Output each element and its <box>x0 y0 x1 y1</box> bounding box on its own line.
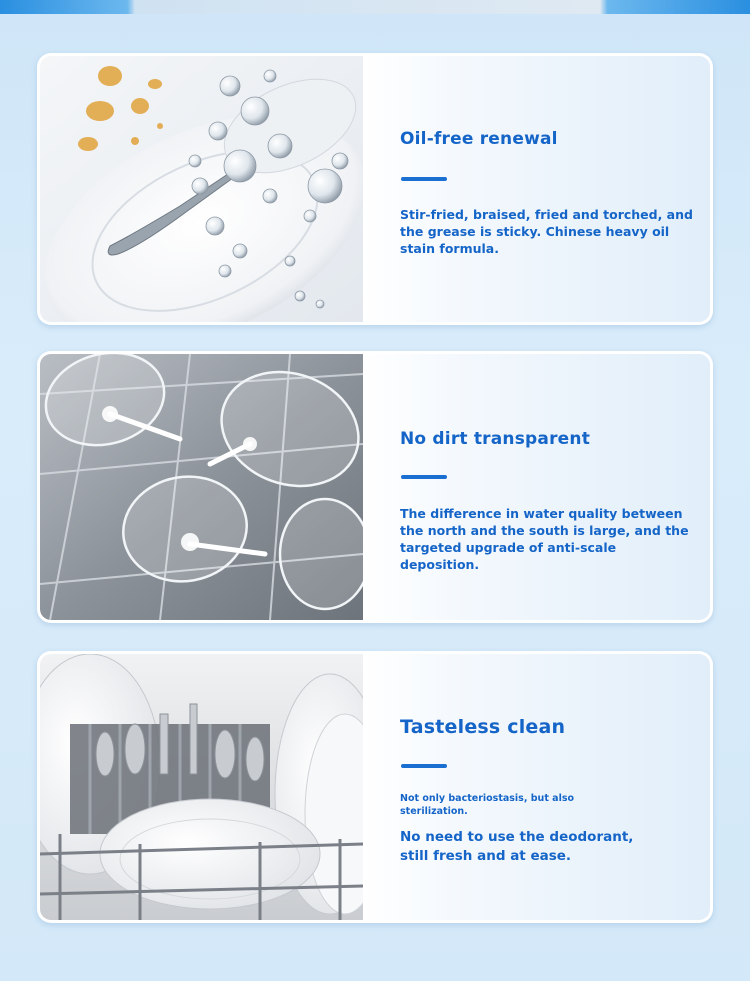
feature-card-no-dirt <box>37 351 713 623</box>
plate-splash-illustration <box>40 56 363 322</box>
feature-card-tasteless <box>37 651 713 923</box>
dishwasher-basket-photo <box>40 654 363 920</box>
title-divider <box>401 475 447 479</box>
feature-description: The difference in water quality between the north and the south is large, and the targeted upgrade of anti-scale deposition. <box>400 506 689 572</box>
feature-card-oil-free <box>37 53 713 325</box>
feature-description: No need to use the deodorant, still fresh and at ease. <box>400 829 634 864</box>
feature-text-panel <box>363 654 710 920</box>
title-divider <box>401 177 447 181</box>
feature-subtext: Not only bacteriostasis, but also sterilization. <box>400 793 575 817</box>
feature-text-panel <box>363 56 710 322</box>
feature-title: Tasteless clean <box>400 716 566 738</box>
top-banner-strip <box>0 0 750 14</box>
dishwasher-basket-illustration <box>40 654 363 920</box>
title-divider <box>401 764 447 768</box>
wine-glasses-photo <box>40 354 363 620</box>
feature-title: Oil-free renewal <box>400 129 558 149</box>
feature-title: No dirt transparent <box>400 429 591 449</box>
feature-text-panel <box>363 354 710 620</box>
feature-description: Stir-fried, braised, fried and torched, and the grease is sticky. Chinese heavy oil stain formula. <box>400 207 693 256</box>
wine-glasses-illustration <box>40 354 363 620</box>
plate-splash-photo <box>40 56 363 322</box>
